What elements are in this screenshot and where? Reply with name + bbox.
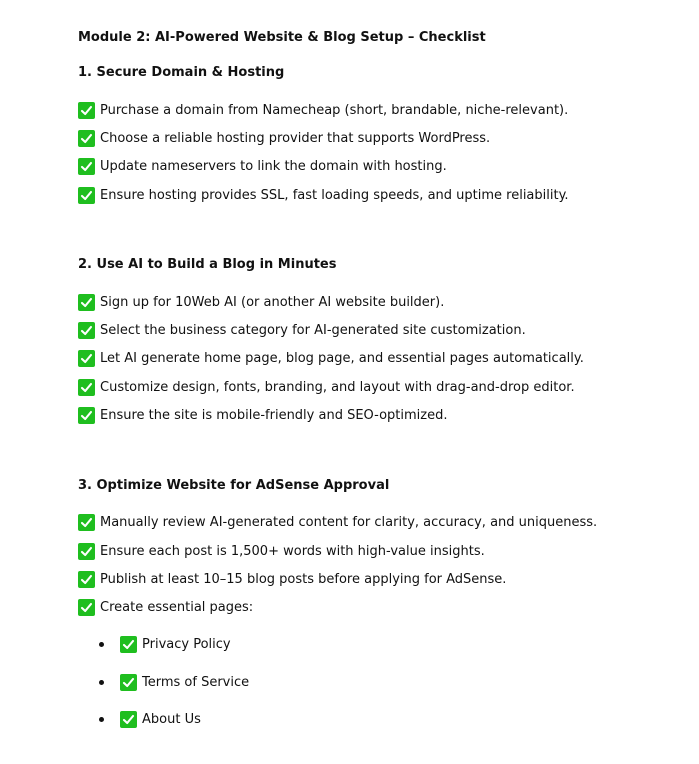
checklist-item-text: Create essential pages:	[100, 599, 254, 615]
bullet-dot	[99, 680, 104, 685]
checklist-item	[78, 157, 447, 175]
checklist-subitem-text: About Us	[142, 711, 201, 727]
checkmark-box-icon	[78, 350, 95, 367]
checkmark-box-icon	[78, 379, 95, 396]
checklist-item-text: Select the business category for AI-generated site customization.	[100, 322, 526, 338]
checklist-item-text: Customize design, fonts, branding, and layout with drag-and-drop editor.	[100, 379, 575, 395]
checkmark-box-icon	[78, 322, 95, 339]
checklist-item	[78, 406, 447, 424]
checklist-item-text: Sign up for 10Web AI (or another AI website builder).	[100, 294, 445, 310]
checklist-item	[78, 101, 568, 119]
checklist-item	[78, 570, 506, 588]
checklist-item	[78, 186, 569, 204]
checklist-item-text: Update nameservers to link the domain with hosting.	[100, 158, 447, 174]
checklist-item-text: Ensure hosting provides SSL, fast loading speeds, and uptime reliability.	[100, 187, 569, 203]
checklist-subitem-text: Privacy Policy	[142, 636, 231, 652]
bullet-dot	[99, 717, 104, 722]
section-heading-adsense: 3. Optimize Website for AdSense Approval	[78, 478, 390, 493]
checklist-item	[78, 542, 485, 560]
checkmark-box-icon	[120, 636, 137, 653]
checklist-item-text: Choose a reliable hosting provider that supports WordPress.	[100, 130, 491, 146]
checkmark-box-icon	[78, 130, 95, 147]
checklist-item	[78, 349, 584, 367]
checklist-subitem	[120, 673, 249, 691]
checkmark-box-icon	[120, 674, 137, 691]
checklist-item-text: Purchase a domain from Namecheap (short, brandable, niche-relevant).	[100, 102, 569, 118]
checkmark-box-icon	[78, 158, 95, 175]
checkmark-box-icon	[78, 514, 95, 531]
checkmark-box-icon	[78, 599, 95, 616]
section-heading-domain-hosting: 1. Secure Domain & Hosting	[78, 65, 285, 80]
checklist-item-text: Let AI generate home page, blog page, and essential pages automatically.	[100, 350, 584, 366]
checkmark-box-icon	[78, 294, 95, 311]
checklist-item	[78, 293, 444, 311]
checklist-item-text: Manually review AI-generated content for clarity, accuracy, and uniqueness.	[100, 514, 598, 530]
checkmark-box-icon	[78, 102, 95, 119]
checklist-item	[78, 598, 253, 616]
checklist-item-text: Ensure each post is 1,500+ words with high-value insights.	[100, 543, 485, 559]
checklist-item	[78, 129, 490, 147]
bullet-dot	[99, 642, 104, 647]
checklist-item	[78, 321, 526, 339]
checkmark-box-icon	[78, 543, 95, 560]
checkmark-box-icon	[78, 407, 95, 424]
checklist-item-text: Ensure the site is mobile-friendly and SEO-optimized.	[100, 407, 448, 423]
checklist-item	[78, 513, 597, 531]
checklist-subitem	[120, 635, 231, 653]
checklist-subitem-text: Terms of Service	[142, 674, 250, 690]
section-heading-ai-blog: 2. Use AI to Build a Blog in Minutes	[78, 257, 337, 272]
checkmark-box-icon	[78, 571, 95, 588]
checklist-subitem	[120, 710, 201, 728]
document-title: Module 2: AI-Powered Website & Blog Setup – Checklist	[78, 30, 486, 45]
checklist-item-text: Publish at least 10–15 blog posts before applying for AdSense.	[100, 571, 507, 587]
checkmark-box-icon	[120, 711, 137, 728]
checkmark-box-icon	[78, 187, 95, 204]
checklist-item	[78, 378, 575, 396]
